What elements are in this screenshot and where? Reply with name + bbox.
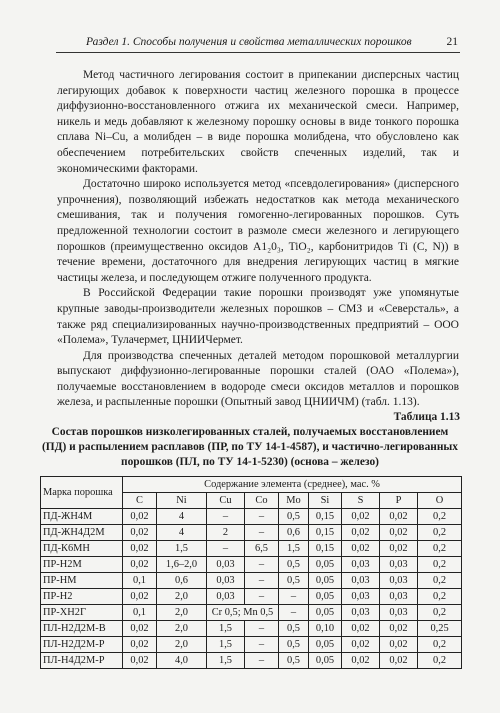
table-number: Таблица 1.13 bbox=[393, 411, 460, 423]
powder-grade: ПД-К6МН bbox=[41, 541, 123, 557]
paragraph: В Российской Федерации такие порошки производят уже упомянутые крупные заводы-производители железных порошков – СМЗ и «Северсталь», а также ряд специализированных научно-производственных предприятий – ООО «Полема», Тулачермет, ЦНИИЧермет. bbox=[57, 287, 459, 347]
element-header: P bbox=[380, 493, 418, 509]
powder-grade: ПР-ХН2Г bbox=[41, 605, 123, 621]
table-cell: 0,02 bbox=[123, 621, 157, 637]
table-cell: 0,25 bbox=[418, 621, 462, 637]
table-cell: 0,2 bbox=[418, 637, 462, 653]
table-cell: – bbox=[245, 525, 279, 541]
table-cell: 0,03 bbox=[342, 557, 380, 573]
table-caption bbox=[40, 410, 460, 470]
table-cell: 0,6 bbox=[279, 525, 309, 541]
powder-grade: ПД-ЖН4М bbox=[41, 509, 123, 525]
table-cell: 6,5 bbox=[245, 541, 279, 557]
table-cell: 0,02 bbox=[123, 509, 157, 525]
table-cell: – bbox=[245, 573, 279, 589]
content-group-header: Содержание элемента (среднее), мас. % bbox=[123, 477, 462, 493]
table-row bbox=[41, 637, 462, 653]
table-cell: – bbox=[279, 605, 309, 621]
table-cell: – bbox=[245, 637, 279, 653]
powder-grade: ПЛ-Н2Д2М-Р bbox=[41, 637, 123, 653]
element-header: Ni bbox=[157, 493, 207, 509]
table-cell: 0,03 bbox=[207, 589, 245, 605]
table-cell: 0,6 bbox=[157, 573, 207, 589]
table-cell: – bbox=[279, 589, 309, 605]
table-cell: 1,6–2,0 bbox=[157, 557, 207, 573]
table-cell: 4 bbox=[157, 509, 207, 525]
table-cell: – bbox=[245, 589, 279, 605]
table-cell: 0,02 bbox=[123, 637, 157, 653]
table-row bbox=[41, 589, 462, 605]
table-cell: 0,05 bbox=[309, 637, 342, 653]
running-header bbox=[56, 34, 460, 53]
paragraph: Достаточно широко используется метод «псевдолегирования» (дисперсного упрочнения), позволяющий избежать недостатков как метода механического смешивания, так и получения гомогенно-легированных порошков. Суть предложенной технологии состоит в размоле смеси железного и легирующего порошков (преимущественно оксидов A1₂0₃, TiO₂, карбонитридов Ti (C, N)) в течение времени, достаточного для внедрения легирующих частиц в мягкие частицы железа, и последующем отжиге полученного продукта. bbox=[57, 178, 459, 284]
table-row bbox=[41, 653, 462, 669]
table-cell: 0,02 bbox=[342, 621, 380, 637]
powder-grade: ПЛ-Н4Д2М-Р bbox=[41, 653, 123, 669]
table-cell: 0,5 bbox=[279, 557, 309, 573]
table-cell: 0,02 bbox=[123, 525, 157, 541]
table-row bbox=[41, 621, 462, 637]
table-cell: 0,03 bbox=[380, 589, 418, 605]
table-cell: – bbox=[207, 541, 245, 557]
table-cell: 0,05 bbox=[309, 589, 342, 605]
table-cell: 4 bbox=[157, 525, 207, 541]
element-header: C bbox=[123, 493, 157, 509]
table-cell: 2,0 bbox=[157, 621, 207, 637]
element-header: Co bbox=[245, 493, 279, 509]
table-cell: 0,15 bbox=[309, 541, 342, 557]
table-row bbox=[41, 605, 462, 621]
table-cell: 0,05 bbox=[309, 605, 342, 621]
table-cell: 0,10 bbox=[309, 621, 342, 637]
element-header: Cu bbox=[207, 493, 245, 509]
table-cell: 0,5 bbox=[279, 637, 309, 653]
table-cell: 0,02 bbox=[342, 637, 380, 653]
table-cell: 1,5 bbox=[207, 621, 245, 637]
table-row bbox=[41, 573, 462, 589]
table-cell: 2 bbox=[207, 525, 245, 541]
table-cell: 0,1 bbox=[123, 573, 157, 589]
table-cell: 0,02 bbox=[380, 509, 418, 525]
table-cell: 0,03 bbox=[380, 605, 418, 621]
table-cell: 0,02 bbox=[380, 621, 418, 637]
table-cell-merged: Cr 0,5; Mn 0,5 bbox=[207, 605, 279, 621]
table-cell: 0,03 bbox=[207, 557, 245, 573]
table-cell: 0,02 bbox=[380, 637, 418, 653]
table-cell: 0,15 bbox=[309, 509, 342, 525]
table-cell: 0,03 bbox=[342, 589, 380, 605]
table-cell: 2,0 bbox=[157, 605, 207, 621]
page-number: 21 bbox=[446, 36, 458, 48]
table-cell: 0,03 bbox=[207, 573, 245, 589]
table-cell: 1,5 bbox=[207, 637, 245, 653]
table-cell: 0,2 bbox=[418, 605, 462, 621]
powder-grade: ПР-Н2М bbox=[41, 557, 123, 573]
table-cell: 0,15 bbox=[309, 525, 342, 541]
table-cell: 0,2 bbox=[418, 573, 462, 589]
table-cell: – bbox=[245, 653, 279, 669]
body-text bbox=[57, 68, 459, 411]
powder-grade: ПЛ-Н2Д2М-В bbox=[41, 621, 123, 637]
powder-grade: ПД-ЖН4Д2М bbox=[41, 525, 123, 541]
table-cell: – bbox=[245, 509, 279, 525]
table-cell: 0,2 bbox=[418, 557, 462, 573]
table-cell: 0,02 bbox=[342, 525, 380, 541]
table-cell: 1,5 bbox=[279, 541, 309, 557]
table-cell: 0,03 bbox=[380, 557, 418, 573]
table-cell: 0,02 bbox=[123, 653, 157, 669]
table-cell: – bbox=[245, 557, 279, 573]
powder-grade: ПР-НМ bbox=[41, 573, 123, 589]
element-header: Mo bbox=[279, 493, 309, 509]
table-cell: 0,5 bbox=[279, 509, 309, 525]
paragraph: Для производства спеченных деталей методом порошковой металлургии выпускают диффузионно-легированные порошки сталей (ОАО «Полема»), получаемые восстановлением в водороде смеси оксидов металлов и порошков железа, и распыленные порошки (Опытный завод ЦНИИЧМ) (табл. 1.13). bbox=[57, 349, 459, 409]
table-cell: 0,02 bbox=[123, 557, 157, 573]
table-row bbox=[41, 541, 462, 557]
composition-table bbox=[40, 476, 462, 669]
table-cell: 0,2 bbox=[418, 509, 462, 525]
table-cell: 0,02 bbox=[380, 653, 418, 669]
table-row bbox=[41, 557, 462, 573]
element-header: O bbox=[418, 493, 462, 509]
table-cell: 0,02 bbox=[342, 653, 380, 669]
table-cell: 0,2 bbox=[418, 541, 462, 557]
table-row bbox=[41, 525, 462, 541]
table-cell: 0,5 bbox=[279, 621, 309, 637]
table-cell: 0,02 bbox=[123, 589, 157, 605]
table-cell: 0,5 bbox=[279, 573, 309, 589]
table-cell: 0,02 bbox=[380, 541, 418, 557]
section-title: Раздел 1. Способы получения и свойства металлических порошков bbox=[86, 36, 412, 48]
table-cell: 0,03 bbox=[342, 605, 380, 621]
table-cell: 0,02 bbox=[380, 525, 418, 541]
table-cell: 0,05 bbox=[309, 573, 342, 589]
table-cell: 2,0 bbox=[157, 637, 207, 653]
paragraph: Метод частичного легирования состоит в припекании дисперсных частиц легирующих добавок к поверхности частиц железного порошка в процессе диффузионно-восстановленного отжига их механической смеси. Например, никель и медь добавляют к железному порошку основы в виде тонкого порошка сплава Ni–Cu, а молибден – в виде порошка молибдена, что обусловлено как обеспечением потребительских свойств спеченных изделий, так и экономическими факторами. bbox=[57, 69, 459, 175]
table-cell: 0,03 bbox=[380, 573, 418, 589]
table-cell: – bbox=[245, 621, 279, 637]
table-cell: 0,5 bbox=[279, 653, 309, 669]
table-cell: – bbox=[207, 509, 245, 525]
table-cell: 0,1 bbox=[123, 605, 157, 621]
element-header: Si bbox=[309, 493, 342, 509]
table-cell: 0,05 bbox=[309, 557, 342, 573]
table-cell: 0,02 bbox=[342, 541, 380, 557]
table-cell: 1,5 bbox=[157, 541, 207, 557]
table-title: Состав порошков низколегированных сталей, получаемых восстановлением (ПД) и распылением расплавов (ПР, по ТУ 14-1-4587), и частично-легированных порошков (ПЛ, по ТУ 14-1-5230) (основа – железо) bbox=[42, 426, 458, 468]
table-cell: 0,2 bbox=[418, 525, 462, 541]
table-cell: 2,0 bbox=[157, 589, 207, 605]
table-cell: 0,02 bbox=[342, 509, 380, 525]
table-cell: 0,2 bbox=[418, 653, 462, 669]
mark-column-header: Марка порошка bbox=[41, 477, 123, 509]
table-cell: 0,03 bbox=[342, 573, 380, 589]
table-cell: 1,5 bbox=[207, 653, 245, 669]
element-header: S bbox=[342, 493, 380, 509]
table-cell: 4,0 bbox=[157, 653, 207, 669]
table-cell: 0,02 bbox=[123, 541, 157, 557]
powder-grade: ПР-Н2 bbox=[41, 589, 123, 605]
table-cell: 0,05 bbox=[309, 653, 342, 669]
table-row bbox=[41, 509, 462, 525]
table-cell: 0,2 bbox=[418, 589, 462, 605]
